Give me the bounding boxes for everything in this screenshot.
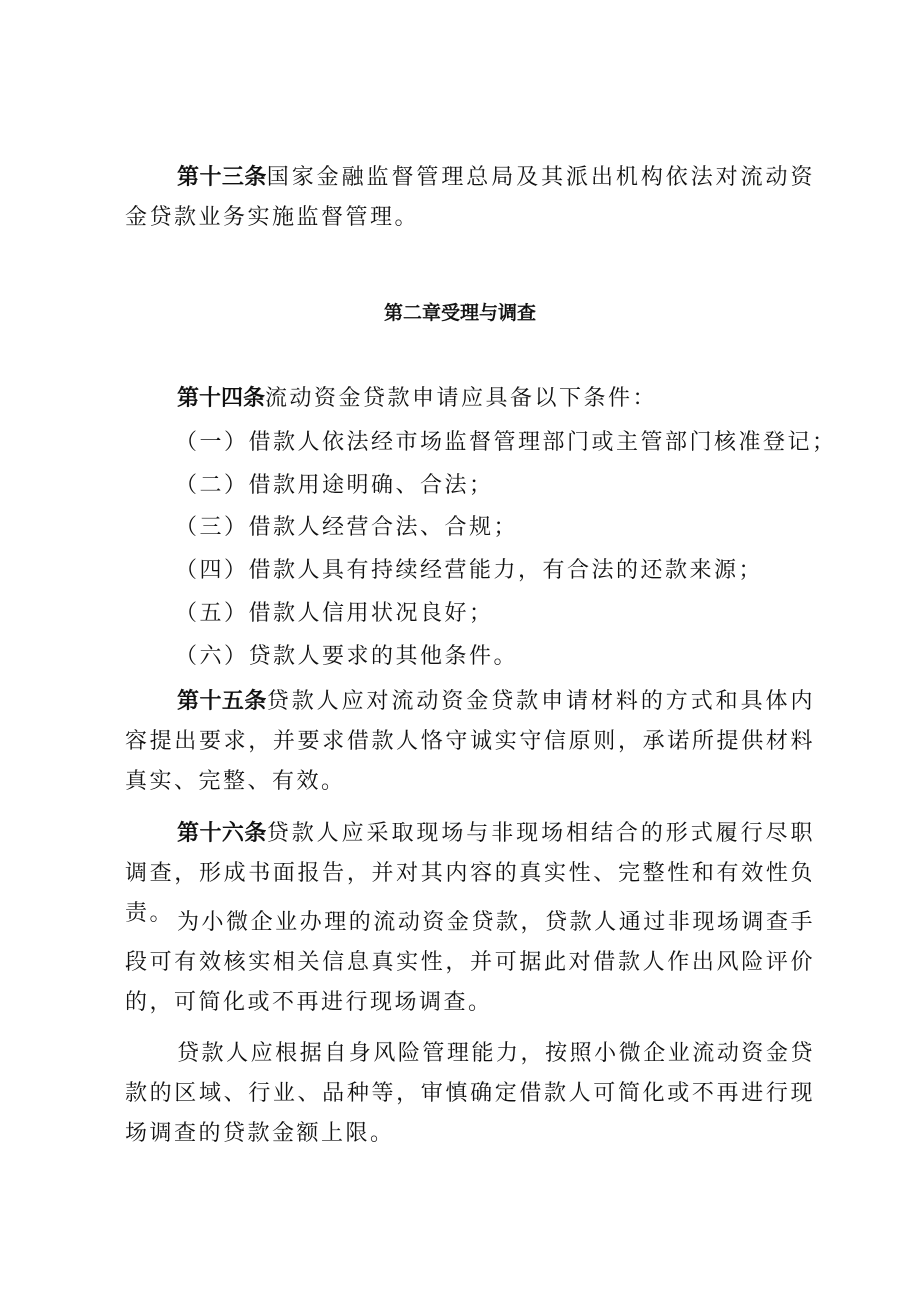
article-15-heading: 第十五条 xyxy=(177,689,267,714)
article-13-heading: 第十三条 xyxy=(177,165,267,190)
article-16-text: 贷款人应采取现场与非现场相结合的形式履行尽职调查，形成书面报告，并对其内容的真实性、完整性和有效性负责。 xyxy=(125,821,815,926)
article-14-item-3: （三）借款人经营合法、合规； xyxy=(175,515,519,540)
article-15-text: 贷款人应对流动资金贷款申请材料的方式和具体内容提出要求，并要求借款人恪守诚实守信原则，承诺所提供材料真实、完整、有效。 xyxy=(125,689,815,794)
article-14-item-1: （一）借款人依法经市场监督管理部门或主管部门核准登记； xyxy=(175,430,837,455)
article-14-item-5: （五）借款人信用状况良好； xyxy=(175,601,494,626)
chapter-2-title: 第二章受理与调查 xyxy=(383,302,536,324)
article-16-heading: 第十六条 xyxy=(177,821,267,846)
article-14-heading: 第十四条 xyxy=(177,386,266,411)
article-15 xyxy=(125,682,815,802)
article-14 xyxy=(125,379,815,419)
article-16-paragraph-3: 贷款人应根据自身风险管理能力，按照小微企业流动资金贷款的区域、行业、品种等，审慎确定借款人可简化或不再进行现场调查的贷款金额上限。 xyxy=(125,1041,815,1146)
article-16-paragraph-2: 为小微企业办理的流动资金贷款，贷款人通过非现场调查手段可有效核实相关信息真实性，并可据此对借款人作出风险评价的，可简化或不再进行现场调查。 xyxy=(125,910,815,1015)
article-13 xyxy=(125,158,815,238)
article-13-text: 国家金融监督管理总局及其派出机构依法对流动资金贷款业务实施监督管理。 xyxy=(125,165,815,230)
article-14-item-6: （六）贷款人要求的其他条件。 xyxy=(175,644,519,669)
article-14-item-2: （二）借款用途明确、合法； xyxy=(175,473,494,498)
article-14-text: 流动资金贷款申请应具备以下条件： xyxy=(265,386,658,411)
article-14-item-4: （四）借款人具有持续经营能力，有合法的还款来源； xyxy=(175,558,764,583)
